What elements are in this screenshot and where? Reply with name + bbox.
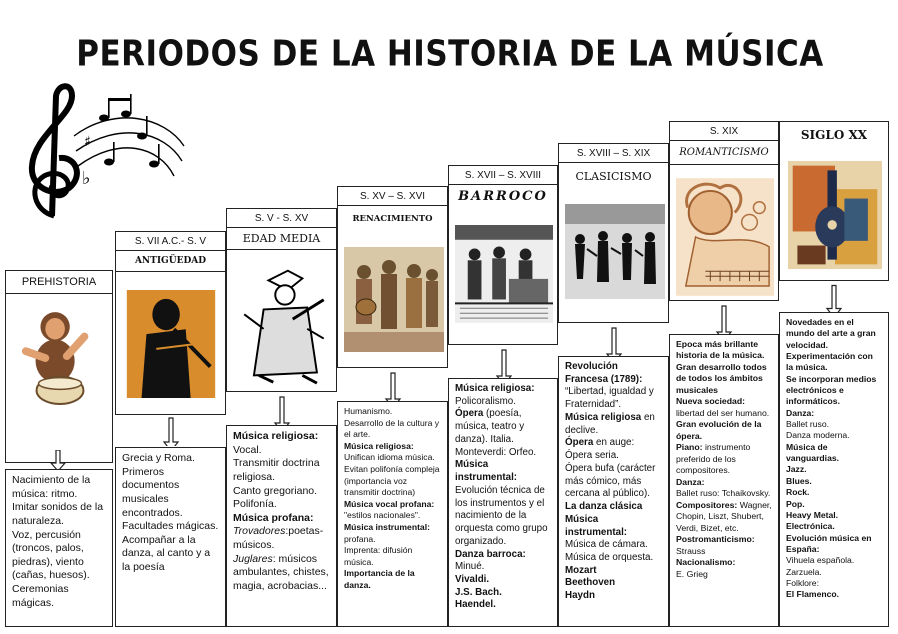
romantic-art-nouveau-image <box>676 177 774 297</box>
classical-quartet-image <box>565 204 665 299</box>
period-name: ANTIGÜEDAD <box>116 251 225 272</box>
caveman-image <box>16 306 104 416</box>
period-clasicismo-card <box>558 143 669 323</box>
period-antiguedad-text: Grecia y Roma. Primeros documentos musicales encontrados. Facultades mágicas. Acompañar a la danza, al canto y a la poesía <box>115 447 226 627</box>
period-edad-media-card <box>226 208 337 392</box>
down-arrow-icon <box>382 366 404 402</box>
treble-clef-icon <box>14 76 189 226</box>
period-date: S. VII A.C.- S. V <box>116 232 225 251</box>
period-date: S. V - S. XV <box>227 209 336 228</box>
period-name: PREHISTORIA <box>6 271 112 294</box>
medieval-musician-image <box>233 261 333 387</box>
baroque-engraving-image <box>455 224 553 324</box>
period-renacimiento-card <box>337 186 448 368</box>
period-clasicismo-text: Revolución Francesa (1789): “Libertad, igualdad y Fraternidad”. Música religiosa en declive. Ópera en auge: Ópera seria. Ópera bufa (carácter más cómico, más cercana al público). La danza clásica Música instrumental: Música de cámara. Música de orquesta. Mozart Beethoven Haydn <box>558 356 669 627</box>
period-romanticismo-text: Epoca más brillante historia de la música. Gran desarrollo todos de todos los ámbitos musicales Nueva sociedad: libertad del ser humano. Gran evolución de la ópera. Piano: instrumento preferido de los compositores. Danza: Ballet ruso: Tchaikovsky. Compositores: Wagner, Chopin, Liszt, Shubert, Verdi, Bizet, etc. Postromanticismo: Strauss Nacionalismo: E. Grieg <box>669 334 779 627</box>
period-renacimiento-text: Humanismo. Desarrollo de la cultura y el arte. Música religiosa: Unifican idioma música. Evitan polifonía compleja (importancia voz transmitir doctrina) Música vocal profana: "estilos nacionales". Música instrumental: profana. Imprenta: difusión música. Importancia de la danza. <box>337 401 448 627</box>
period-romanticismo-card <box>669 121 779 301</box>
period-date: S. XVII – S. XVIII <box>449 166 557 185</box>
period-prehistoria-text: Nacimiento de la música: ritmo. Imitar sonidos de la naturaleza. Voz, percusión (troncos, palos, piedras), viento (cañas, huesos). Ceremonias mágicas. <box>5 469 113 627</box>
period-antiguedad-card <box>115 231 226 415</box>
period-barroco-text: Música religiosa: Policoralismo. Ópera (poesía, música, teatro y danza). Italia. Monteverdi: Orfeo. Música instrumental: Evolución técnica de los instrumentos y el nacimiento de la orquesta como grupo organizado. Danza barroca: Minué. Vivaldi. J.S. Bach. Haendel. <box>448 378 558 627</box>
period-prehistoria-card <box>5 270 113 463</box>
down-arrow-icon <box>160 412 182 446</box>
period-name: RENACIMIENTO <box>352 214 433 224</box>
page-title: PERIODOS DE LA HISTORIA DE LA MÚSICA <box>76 33 824 75</box>
down-arrow-icon <box>713 299 735 335</box>
renaissance-painting-image <box>344 247 444 352</box>
period-name: CLASICISMO <box>575 170 652 183</box>
period-date: S. XV – S. XVI <box>338 187 447 206</box>
period-name: ROMANTICISMO <box>670 141 778 165</box>
greek-musician-image <box>126 290 216 398</box>
period-name: SIGLO XX <box>800 128 868 142</box>
down-arrow-icon <box>493 343 515 379</box>
cubist-guitar-image <box>788 156 882 274</box>
period-barroco-card <box>448 165 558 345</box>
period-name: BARROCO <box>458 189 548 204</box>
period-edad-media-text: Música religiosa: Vocal. Transmitir doctrina religiosa. Canto gregoriano. Polifonía. Música profana: Trovadores:poetas-músicos. Juglares: músicos ambulantes, chistes, magia, acrobacias... <box>226 425 337 627</box>
svg-text:♯: ♯ <box>84 134 91 150</box>
down-arrow-icon <box>823 280 845 313</box>
down-arrow-icon <box>603 321 625 357</box>
svg-text:♭: ♭ <box>82 168 91 189</box>
period-date: S. XIX <box>670 122 778 141</box>
period-name: EDAD MEDIA <box>227 228 336 250</box>
down-arrow-icon <box>271 390 293 426</box>
period-siglo-xx-card <box>779 121 889 281</box>
period-date: S. XVIII – S. XIX <box>559 144 668 163</box>
period-siglo-xx-text: Novedades en el mundo del arte a gran velocidad. Experimentación con la música. Se incorporan medios electrónicos e informáticos. Danza: Ballet ruso. Danza moderna. Música de vanguardias. Jazz. Blues. Rock. Pop. Heavy Metal. Electrónica. Evolución música en España: Vihuela española. Zarzuela. Folklore: El Flamenco. <box>779 312 889 627</box>
